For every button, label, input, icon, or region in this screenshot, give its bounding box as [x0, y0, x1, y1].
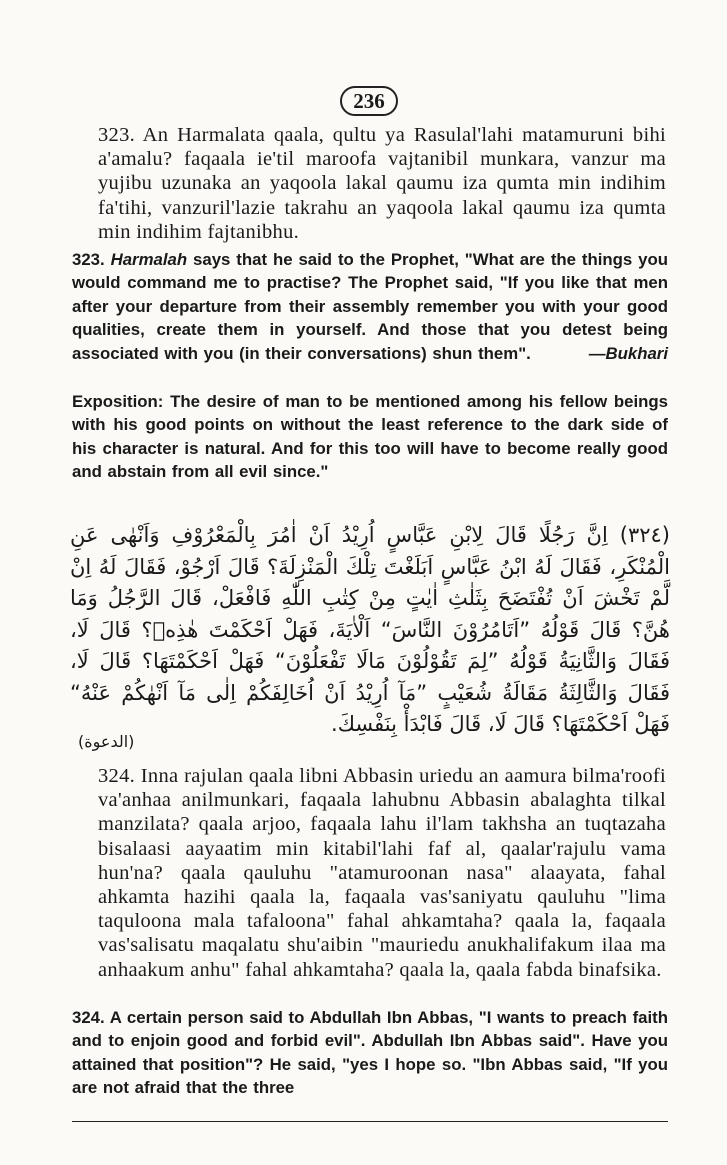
hadith-323-transliteration: 323. An Harmalata qaala, qultu ya Rasulal'lahi matamuruni bihi a'amalu? faqaala ie'til maroofa vajtanibil munkara, vanzur ma yujibu uzunaka an yaqoola lakal qaumu iza qumta min indihim fa'tihi, vanzuril'lazie takrahu an yaqoola lakal qaumu iza qumta min indihim fajtanibhu. — [98, 124, 666, 243]
exposition-text: The desire of man to be mentioned among his fellow beings with his good points on without the least reference to the dark side of his character is natural. And for this too will have to become really good and abstain from all evil since." — [72, 392, 668, 482]
hadith-324-translation: 324. A certain person said to Abdullah Ibn Abbas, "I wants to preach faith and to enjoin good and forbid evil". Abdullah Ibn Abbas said". Have you attained that position"? He said, "yes I hope so. "Ibn Abbas said, "If you are not afraid that the three — [72, 1008, 668, 1098]
hadith-323-narrator: Harmalah — [110, 250, 188, 269]
hadith-324-arabic-source: (الدعوة) — [78, 732, 135, 751]
bottom-rule — [72, 1121, 668, 1122]
hadith-324-transliteration: 324. Inna rajulan qaala libni Abbasin uriedu an aamura bilma'roofi va'anhaa anilmunkari, faqaala lahubnu Abbasin abalaghta tilkal manzilata? qaala arjoo, faqaala lahu il'lam takhsha an tuqtazaha bisalaasi aayaatim min kitabil'lahi faf al, qaalar'rajulu vama hun'na? qaala qauluhu "atamuroonan nasa" alaayata, fahal ahkamta hazihi qaala la, faqaala vas'saniyatu qauluhu "lima taquloona mala tafaloona" fahal ahkamtaha? qaala la, faqaala vas'salisatu maqalatu shu'aibin "mauriedu anukhalifakum ilaa ma anhaakum anhu" fahal ahkamtaha? qaala la, qaala fabda binafsika. — [98, 765, 666, 981]
hadith-323-translation-text: says that he said to the Prophet, "What are the things you would command me to practise? The Prophet said, "If you like that men after your departure from their assembly remember you with your good qualities, create them in yourself. And those that you detest being associated with you (in their conversations) shun them". — [72, 250, 669, 363]
hadith-323-translation — [72, 248, 668, 365]
page-number: 236 — [340, 86, 398, 116]
hadith-324-arabic: (٣٢٤) اِنَّ رَجُلًا قَالَ لِابْنِ عَبَّاسٍ اُرِيْدُ اَنْ اٰمُرَ بِالْمَعْرُوْفِ وَاَنْهٰى عَنِ الْمُنْكَرِ، فَقَالَ لَهُ ابْنُ عَبَّاسٍ اَبَلَغْتَ تِلْكَ الْمَنْزِلَةَ؟ قَالَ اَرْجُوْ، فَقَالَ لَهُ اِنْ لَّمْ تَخْشَ اَنْ تُفْتَضَحَ بِثَلٰثِ اٰيٰتٍ مِنْ كِتٰبِ اللّٰهِ فَافْعَلْ، قَالَ الرَّجُلُ وَمَا هُنَّ؟ قَالَ قَوْلُهُ ”اَتَامُرُوْنَ النَّاسَ“ اَلْاٰيَةَ، فَهَلْ اَحْكَمْتَ هٰذِهٖ؟ قَالَ لَا، فَقَالَ وَالثَّانِيَةُ قَوْلُهُ ”لِمَ تَقُوْلُوْنَ مَالَا تَفْعَلُوْنَ“ فَهَلْ اَحْكَمْتَهَا؟ قَالَ لَا، فَقَالَ وَالثَّالِثَةُ مَقَالَةُ شُعَيْبٍ ”مَآ اُرِيْدُ اَنْ اُخَالِفَكُمْ اِلٰى مَآ اَنْهٰكُمْ عَنْهُ“ فَهَلْ اَحْكَمْتَهَا؟ قَالَ لَا، قَالَ فَابْدَأْ بِنَفْسِكَ. — [70, 523, 670, 736]
hadith-323-exposition — [72, 390, 668, 484]
hadith-323-source: —Bukhari — [588, 343, 668, 363]
hadith-323-number: 323. — [72, 250, 105, 269]
exposition-label: Exposition: — [72, 392, 164, 411]
